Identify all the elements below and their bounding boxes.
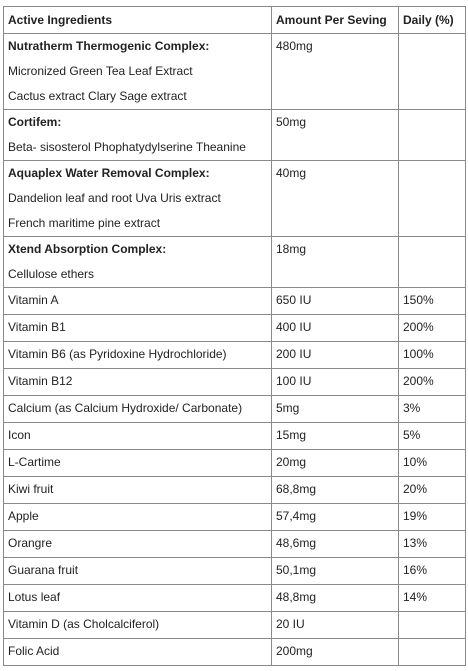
daily-cell: 200% xyxy=(399,315,466,342)
amount-cell: 200mg xyxy=(272,639,399,666)
group-row xyxy=(4,237,466,288)
daily-cell: 200% xyxy=(399,369,466,396)
ingredient-cell: Kiwi fruit xyxy=(4,477,272,504)
daily-cell xyxy=(399,34,466,110)
group-ingredient-cell xyxy=(4,110,272,161)
amount-cell: 48,6mg xyxy=(272,531,399,558)
daily-cell: 10% xyxy=(399,450,466,477)
amount-cell: 40mg xyxy=(272,161,399,237)
ingredient-cell: Vitamin B12 xyxy=(4,369,272,396)
table-row xyxy=(4,558,466,585)
daily-cell xyxy=(399,612,466,639)
amount-cell: 50,1mg xyxy=(272,558,399,585)
amount-cell: 480mg xyxy=(272,34,399,110)
amount-cell: 650 IU xyxy=(272,288,399,315)
table-row xyxy=(4,477,466,504)
amount-cell: 50mg xyxy=(272,110,399,161)
amount-cell: 20 IU xyxy=(272,612,399,639)
daily-cell: 19% xyxy=(399,504,466,531)
amount-cell: 15mg xyxy=(272,423,399,450)
ingredient-cell: Calcium (as Calcium Hydroxide/ Carbonate) xyxy=(4,396,272,423)
amount-cell: 48,8mg xyxy=(272,585,399,612)
daily-cell: 5% xyxy=(399,423,466,450)
daily-cell: 100% xyxy=(399,342,466,369)
ingredient-cell: Icon xyxy=(4,423,272,450)
group-title: Nutratherm Thermogenic Complex: xyxy=(8,39,210,53)
group-ingredient-line: Beta- sisosterol Phophatydylserine Theanine xyxy=(8,140,246,154)
daily-cell: 150% xyxy=(399,288,466,315)
table-row xyxy=(4,639,466,666)
group-title: Aquaplex Water Removal Complex: xyxy=(8,166,210,180)
amount-cell: 20mg xyxy=(272,450,399,477)
table-row xyxy=(4,612,466,639)
group-ingredient-line: Cactus extract Clary Sage extract xyxy=(8,89,187,103)
table-row xyxy=(4,396,466,423)
table-row xyxy=(4,585,466,612)
daily-cell: 13% xyxy=(399,531,466,558)
supplement-facts-table xyxy=(3,6,466,666)
group-ingredient-line: Cellulose ethers xyxy=(8,267,95,281)
group-ingredient-line: French maritime pine extract xyxy=(8,216,161,230)
table-row xyxy=(4,531,466,558)
group-ingredient-line: Micronized Green Tea Leaf Extract xyxy=(8,64,193,78)
group-ingredient-cell xyxy=(4,237,272,288)
daily-cell: 16% xyxy=(399,558,466,585)
table-header xyxy=(4,7,466,34)
group-ingredient-line: Dandelion leaf and root Uva Uris extract xyxy=(8,191,221,205)
daily-cell xyxy=(399,639,466,666)
ingredient-cell: Lotus leaf xyxy=(4,585,272,612)
group-title: Cortifem: xyxy=(8,115,62,129)
header-ingredients: Active Ingredients xyxy=(4,7,272,34)
ingredient-cell: Apple xyxy=(4,504,272,531)
daily-cell xyxy=(399,161,466,237)
ingredient-cell: Vitamin A xyxy=(4,288,272,315)
table-row xyxy=(4,369,466,396)
amount-cell: 18mg xyxy=(272,237,399,288)
table-row xyxy=(4,450,466,477)
header-daily: Daily (%) xyxy=(399,7,466,34)
ingredient-cell: Vitamin D (as Cholcalciferol) xyxy=(4,612,272,639)
group-ingredient-cell xyxy=(4,161,272,237)
amount-cell: 200 IU xyxy=(272,342,399,369)
group-row xyxy=(4,110,466,161)
amount-cell: 68,8mg xyxy=(272,477,399,504)
daily-cell: 20% xyxy=(399,477,466,504)
daily-cell: 3% xyxy=(399,396,466,423)
amount-cell: 57,4mg xyxy=(272,504,399,531)
table-row xyxy=(4,504,466,531)
amount-cell: 100 IU xyxy=(272,369,399,396)
group-row xyxy=(4,161,466,237)
amount-cell: 400 IU xyxy=(272,315,399,342)
ingredient-cell: Orangre xyxy=(4,531,272,558)
header-amount: Amount Per Seving xyxy=(272,7,399,34)
group-ingredient-cell xyxy=(4,34,272,110)
table-row xyxy=(4,288,466,315)
header-row xyxy=(4,7,466,34)
daily-cell: 14% xyxy=(399,585,466,612)
table-row xyxy=(4,423,466,450)
ingredient-cell: L-Cartime xyxy=(4,450,272,477)
table-row xyxy=(4,342,466,369)
ingredient-cell: Vitamin B6 (as Pyridoxine Hydrochloride) xyxy=(4,342,272,369)
amount-cell: 5mg xyxy=(272,396,399,423)
ingredient-cell: Vitamin B1 xyxy=(4,315,272,342)
group-row xyxy=(4,34,466,110)
ingredient-cell: Guarana fruit xyxy=(4,558,272,585)
daily-cell xyxy=(399,237,466,288)
table-row xyxy=(4,315,466,342)
ingredient-cell: Folic Acid xyxy=(4,639,272,666)
table-body xyxy=(4,34,466,666)
group-title: Xtend Absorption Complex: xyxy=(8,242,167,256)
daily-cell xyxy=(399,110,466,161)
